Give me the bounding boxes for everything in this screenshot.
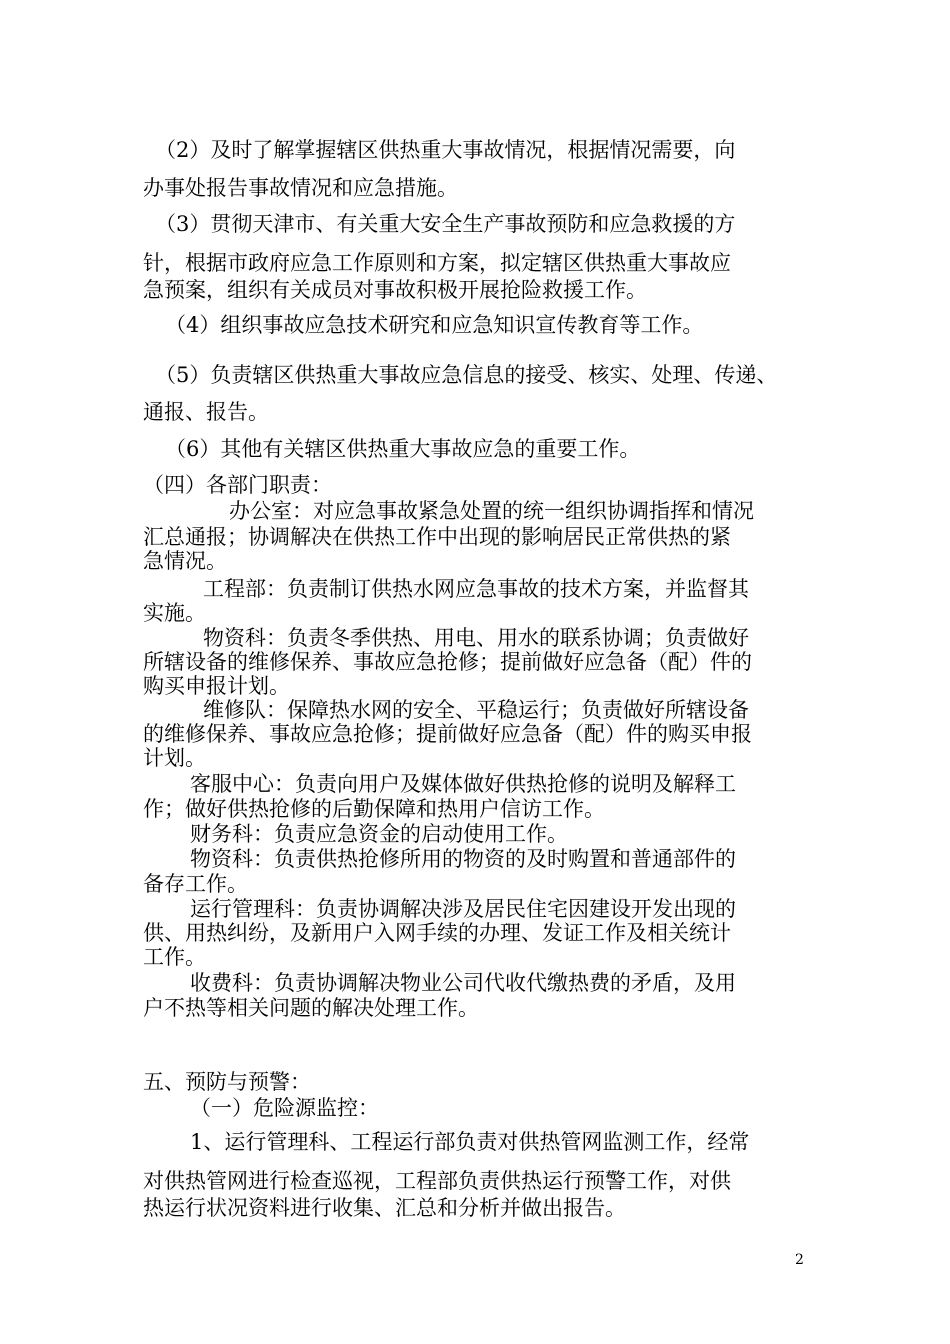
text-line: 维修队：保障热水网的安全、平稳运行；负责做好所辖设备 — [203, 698, 749, 722]
text-line: 供、用热纠纷，及新用户入网手续的办理、发证工作及相关统计 — [143, 921, 731, 945]
text-line: 户不热等相关问题的解决处理工作。 — [143, 996, 479, 1020]
text-line: 工作。 — [143, 945, 206, 969]
text-line: 财务科：负责应急资金的启动使用工作。 — [190, 822, 568, 846]
text-line: 物资科：负责供热抢修所用的物资的及时购置和普通部件的 — [190, 847, 736, 871]
text-line: 实施。 — [143, 601, 206, 625]
sub-heading: （一）危险源监控： — [190, 1096, 379, 1120]
text-line: 收费科：负责协调解决物业公司代收代缴热费的矛盾，及用 — [190, 971, 736, 995]
text-line: 办事处报告事故情况和应急措施。 — [143, 176, 458, 200]
text-line: （3）贯彻天津市、有关重大安全生产事故预防和应急救援的方 — [155, 212, 736, 236]
text-line: 物资科：负责冬季供热、用电、用水的联系协调；负责做好 — [203, 626, 749, 650]
text-line: 针，根据市政府应急工作原则和方案，拟定辖区供热重大事故应 — [143, 251, 731, 275]
text-line: 通报、报告。 — [143, 400, 269, 424]
text-line: 对供热管网进行检查巡视，工程部负责供热运行预警工作，对供 — [143, 1169, 731, 1193]
text-line: 购买申报计划。 — [143, 674, 290, 698]
text-line: 客服中心：负责向用户及媒体做好供热抢修的说明及解释工 — [190, 772, 736, 796]
text-line: 运行管理科：负责协调解决涉及居民住宅因建设开发出现的 — [190, 897, 736, 921]
section-heading: 五、预防与预警： — [143, 1070, 311, 1094]
text-line: （4）组织事故应急技术研究和应急知识宣传教育等工作。 — [165, 313, 704, 337]
text-line: （2）及时了解掌握辖区供热重大事故情况，根据情况需要，向 — [155, 138, 736, 162]
text-line: 的维修保养、事故应急抢修；提前做好应急备（配）件的购买申报 — [143, 722, 752, 746]
text-line: 办公室：对应急事故紧急处置的统一组织协调指挥和情况 — [229, 499, 754, 523]
text-line: 热运行状况资料进行收集、汇总和分析并做出报告。 — [143, 1196, 626, 1220]
text-line: 急预案，组织有关成员对事故积极开展抢险救援工作。 — [143, 278, 647, 302]
text-line: 1、运行管理科、工程运行部负责对供热管网监测工作，经常 — [190, 1130, 750, 1154]
text-line: 工程部：负责制订供热水网应急事故的技术方案，并监督其 — [203, 577, 749, 601]
text-line: 作；做好供热抢修的后勤保障和热用户信访工作。 — [143, 797, 605, 821]
text-line: 急情况。 — [143, 549, 227, 573]
page-number: 2 — [795, 1252, 804, 1268]
text-line: 汇总通报；协调解决在供热工作中出现的影响居民正常供热的紧 — [143, 525, 731, 549]
text-line: 所辖设备的维修保养、事故应急抢修；提前做好应急备（配）件的 — [143, 650, 752, 674]
text-line: （5）负责辖区供热重大事故应急信息的接受、核实、处理、传递、 — [155, 363, 778, 387]
section-heading: （四）各部门职责： — [143, 473, 332, 497]
text-line: 备存工作。 — [143, 872, 248, 896]
text-line: （6）其他有关辖区供热重大事故应急的重要工作。 — [165, 437, 641, 461]
text-line: 计划。 — [143, 746, 206, 770]
